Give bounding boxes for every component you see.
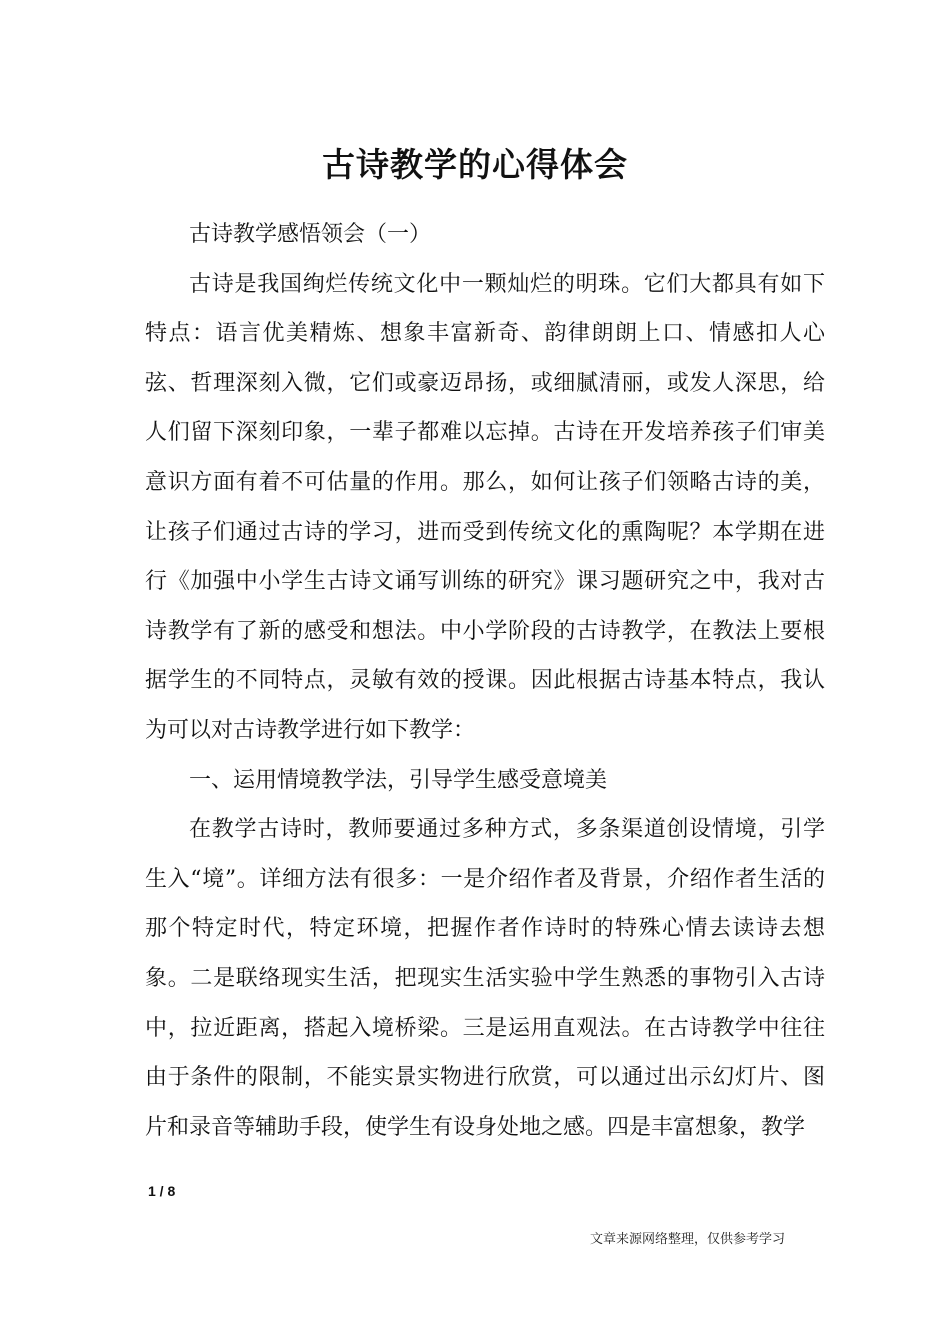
page-indicator: 1 / 8 [148,1183,176,1199]
body-paragraph-2: 在教学古诗时，教师要通过多种方式，多条渠道创设情境，引学生入“境”。详细方法有很多：一是介绍作者及背景，介绍作者生活的那个特定时代，特定环境，把握作者作诗时的特殊心情去读诗去想象。二是联络现实生活，把现实生活实验中学生熟悉的事物引入古诗中，拉近距离，搭起入境桥梁。三是运用直观法。在古诗教学中往往由于条件的限制，不能实景实物进行欣赏，可以通过出示幻灯片、图片和录音等辅助手段，使学生有设身处地之感。四是丰富想象，教学 [145,817,825,1140]
document-title: 古诗教学的心得体会 [322,145,628,185]
source-note: 文章来源网络整理，仅供参考学习 [590,1232,786,1247]
document-body [145,210,825,1152]
body-paragraph-1: 古诗是我国绚烂传统文化中一颗灿烂的明珠。它们大都具有如下特点：语言优美精炼、想象丰富新奇、韵律朗朗上口、情感扣人心弦、哲理深刻入微，它们或豪迈昂扬，或细腻清丽，或发人深思，给人们留下深刻印象，一辈子都难以忘掉。古诗在开发培养孩子们审美意识方面有着不可估量的作用。那么，如何让孩子们领略古诗的美，让孩子们通过古诗的学习，进而受到传统文化的熏陶呢？本学期在进行《加强中小学生古诗文诵写训练的研究》课习题研究之中，我对古诗教学有了新的感受和想法。中小学阶段的古诗教学，在教法上要根据学生的不同特点，灵敏有效的授课。因此根据古诗基本特点，我认为可以对古诗教学进行如下教学： [145,271,825,743]
section-heading-1: 古诗教学感悟领会（一） [189,222,432,247]
section-heading-2: 一、运用情境教学法，引导学生感受意境美 [189,767,608,793]
